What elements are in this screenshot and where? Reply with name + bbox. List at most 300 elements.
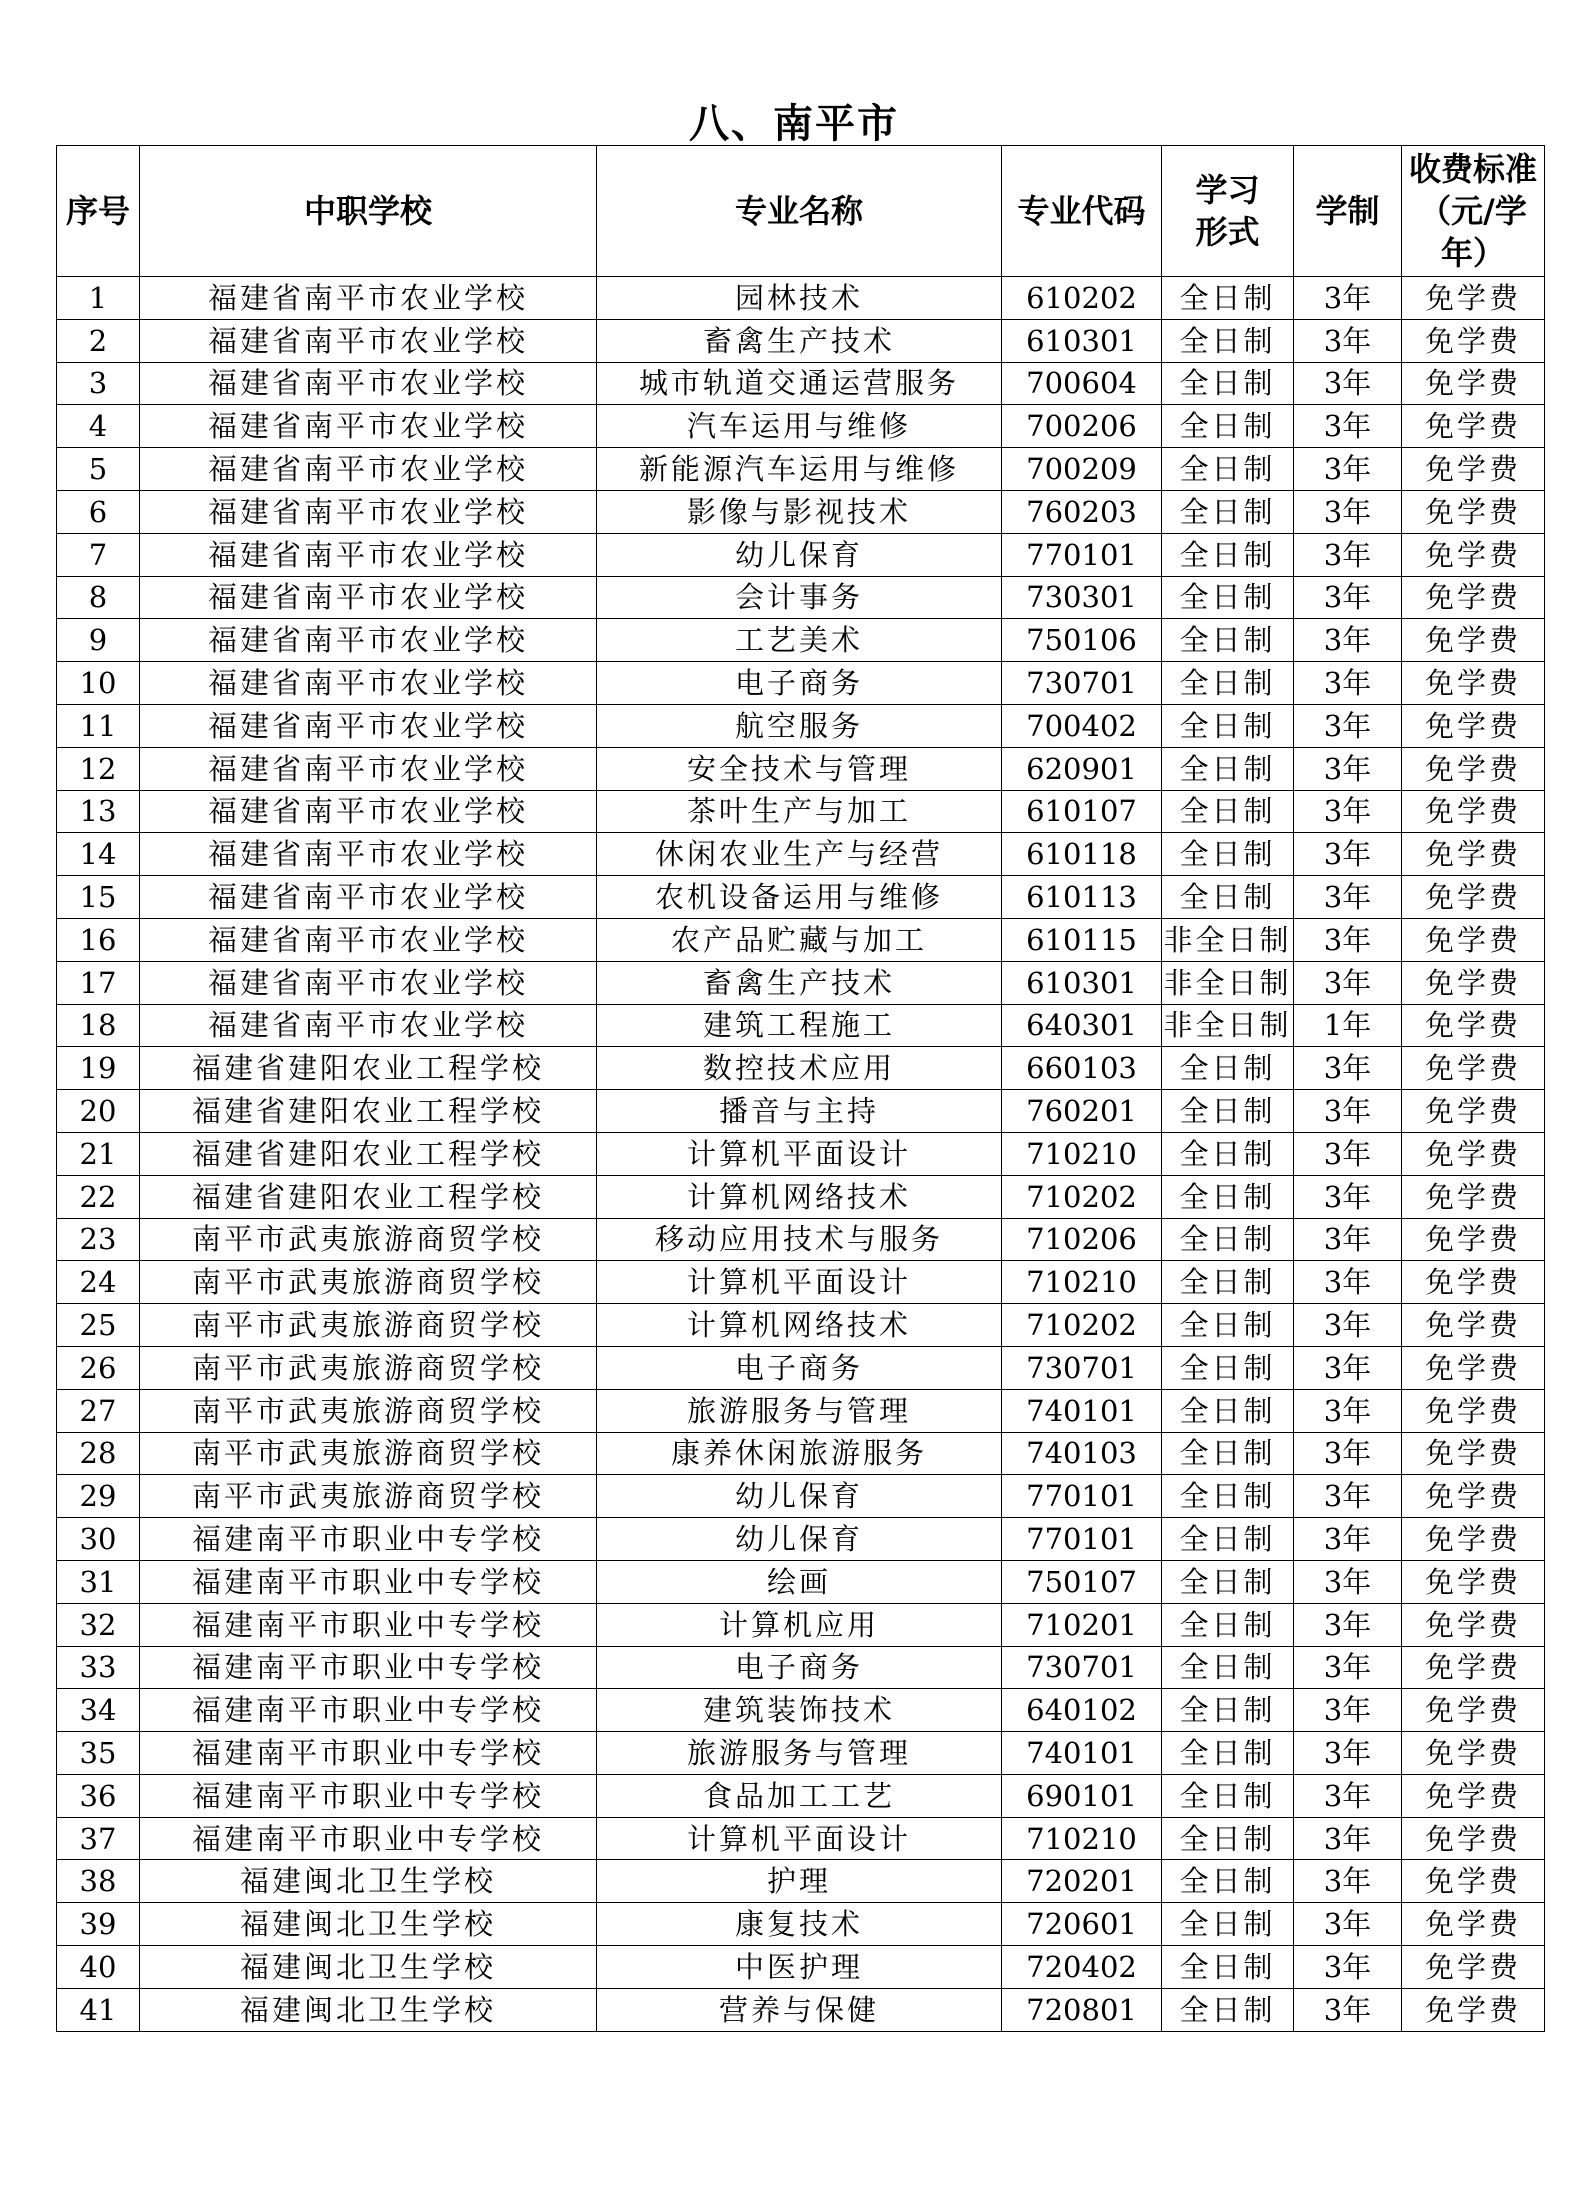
cell-fee: 免学费: [1402, 277, 1545, 320]
table-row: [57, 1646, 1545, 1689]
cell-seq: 7: [57, 533, 140, 576]
cell-seq: 19: [57, 1047, 140, 1090]
cell-fee: 免学费: [1402, 790, 1545, 833]
cell-school: 福建省南平市农业学校: [140, 490, 597, 533]
cell-major: 茶叶生产与加工: [597, 790, 1002, 833]
cell-school: 福建南平市职业中专学校: [140, 1560, 597, 1603]
cell-fee: 免学费: [1402, 1732, 1545, 1775]
cell-form: 全日制: [1162, 1304, 1294, 1347]
cell-fee: 免学费: [1402, 1988, 1545, 2031]
cell-fee: 免学费: [1402, 1518, 1545, 1561]
cell-major: 城市轨道交通运营服务: [597, 362, 1002, 405]
cell-form: 非全日制: [1162, 1004, 1294, 1047]
cell-major: 畜禽生产技术: [597, 319, 1002, 362]
table-row: [57, 405, 1545, 448]
cell-school: 福建省南平市农业学校: [140, 833, 597, 876]
cell-fee: 免学费: [1402, 1646, 1545, 1689]
cell-fee: 免学费: [1402, 1860, 1545, 1903]
cell-fee: 免学费: [1402, 576, 1545, 619]
table-row: [57, 1518, 1545, 1561]
header-duration: 学制: [1294, 146, 1402, 277]
cell-duration: 3年: [1294, 1646, 1402, 1689]
table-row: [57, 1346, 1545, 1389]
cell-duration: 3年: [1294, 876, 1402, 919]
cell-school: 南平市武夷旅游商贸学校: [140, 1389, 597, 1432]
cell-duration: 3年: [1294, 704, 1402, 747]
cell-duration: 3年: [1294, 1689, 1402, 1732]
cell-school: 福建省南平市农业学校: [140, 918, 597, 961]
cell-fee: 免学费: [1402, 362, 1545, 405]
cell-duration: 3年: [1294, 1860, 1402, 1903]
cell-major: 护理: [597, 1860, 1002, 1903]
cell-code: 700604: [1002, 362, 1162, 405]
table-row: [57, 662, 1545, 705]
cell-seq: 5: [57, 448, 140, 491]
cell-fee: 免学费: [1402, 1475, 1545, 1518]
cell-major: 幼儿保育: [597, 533, 1002, 576]
cell-form: 全日制: [1162, 1346, 1294, 1389]
cell-seq: 37: [57, 1817, 140, 1860]
cell-school: 福建省南平市农业学校: [140, 448, 597, 491]
header-fee: 收费标准（元/学年）: [1402, 146, 1545, 277]
cell-form: 全日制: [1162, 1988, 1294, 2031]
cell-seq: 36: [57, 1774, 140, 1817]
cell-fee: 免学费: [1402, 1004, 1545, 1047]
cell-duration: 3年: [1294, 1389, 1402, 1432]
cell-form: 全日制: [1162, 319, 1294, 362]
cell-code: 770101: [1002, 533, 1162, 576]
cell-major: 中医护理: [597, 1946, 1002, 1989]
cell-school: 南平市武夷旅游商贸学校: [140, 1432, 597, 1475]
cell-code: 720601: [1002, 1903, 1162, 1946]
cell-seq: 40: [57, 1946, 140, 1989]
cell-fee: 免学费: [1402, 1560, 1545, 1603]
cell-duration: 3年: [1294, 1475, 1402, 1518]
cell-form: 全日制: [1162, 833, 1294, 876]
cell-form: 全日制: [1162, 1090, 1294, 1133]
cell-seq: 34: [57, 1689, 140, 1732]
cell-school: 福建南平市职业中专学校: [140, 1689, 597, 1732]
cell-major: 安全技术与管理: [597, 747, 1002, 790]
table-row: [57, 319, 1545, 362]
cell-code: 710201: [1002, 1603, 1162, 1646]
header-major: 专业名称: [597, 146, 1002, 277]
cell-seq: 31: [57, 1560, 140, 1603]
cell-fee: 免学费: [1402, 1132, 1545, 1175]
cell-seq: 10: [57, 662, 140, 705]
cell-form: 全日制: [1162, 1903, 1294, 1946]
cell-code: 750106: [1002, 619, 1162, 662]
table-row: [57, 1132, 1545, 1175]
table-row: [57, 1603, 1545, 1646]
cell-seq: 41: [57, 1988, 140, 2031]
cell-major: 农机设备运用与维修: [597, 876, 1002, 919]
cell-major: 移动应用技术与服务: [597, 1218, 1002, 1261]
table-body: [57, 277, 1545, 2032]
cell-code: 610202: [1002, 277, 1162, 320]
cell-seq: 29: [57, 1475, 140, 1518]
cell-duration: 3年: [1294, 918, 1402, 961]
cell-code: 740101: [1002, 1732, 1162, 1775]
cell-major: 计算机应用: [597, 1603, 1002, 1646]
header-form: 学习形式: [1162, 146, 1294, 277]
cell-seq: 8: [57, 576, 140, 619]
cell-code: 730701: [1002, 1346, 1162, 1389]
cell-seq: 15: [57, 876, 140, 919]
cell-major: 康复技术: [597, 1903, 1002, 1946]
cell-fee: 免学费: [1402, 961, 1545, 1004]
cell-seq: 21: [57, 1132, 140, 1175]
cell-form: 全日制: [1162, 362, 1294, 405]
cell-form: 全日制: [1162, 576, 1294, 619]
cell-duration: 3年: [1294, 619, 1402, 662]
cell-school: 福建南平市职业中专学校: [140, 1732, 597, 1775]
cell-form: 全日制: [1162, 790, 1294, 833]
cell-major: 幼儿保育: [597, 1475, 1002, 1518]
cell-form: 全日制: [1162, 1475, 1294, 1518]
cell-form: 全日制: [1162, 876, 1294, 919]
header-school: 中职学校: [140, 146, 597, 277]
cell-major: 电子商务: [597, 1646, 1002, 1689]
cell-duration: 3年: [1294, 1518, 1402, 1561]
cell-code: 750107: [1002, 1560, 1162, 1603]
table-row: [57, 1218, 1545, 1261]
cell-duration: 3年: [1294, 319, 1402, 362]
table-row: [57, 362, 1545, 405]
cell-duration: 3年: [1294, 533, 1402, 576]
cell-school: 福建省南平市农业学校: [140, 277, 597, 320]
cell-seq: 9: [57, 619, 140, 662]
cell-duration: 3年: [1294, 1047, 1402, 1090]
cell-fee: 免学费: [1402, 1432, 1545, 1475]
cell-fee: 免学费: [1402, 448, 1545, 491]
cell-major: 建筑装饰技术: [597, 1689, 1002, 1732]
cell-form: 非全日制: [1162, 961, 1294, 1004]
cell-form: 全日制: [1162, 1860, 1294, 1903]
cell-major: 农产品贮藏与加工: [597, 918, 1002, 961]
cell-school: 南平市武夷旅游商贸学校: [140, 1346, 597, 1389]
cell-code: 610301: [1002, 319, 1162, 362]
cell-form: 全日制: [1162, 277, 1294, 320]
cell-form: 全日制: [1162, 1732, 1294, 1775]
cell-code: 700206: [1002, 405, 1162, 448]
cell-code: 720801: [1002, 1988, 1162, 2031]
cell-form: 全日制: [1162, 1518, 1294, 1561]
cell-seq: 14: [57, 833, 140, 876]
cell-code: 700209: [1002, 448, 1162, 491]
cell-duration: 1年: [1294, 1004, 1402, 1047]
cell-duration: 3年: [1294, 277, 1402, 320]
cell-fee: 免学费: [1402, 1946, 1545, 1989]
cell-form: 全日制: [1162, 1432, 1294, 1475]
cell-school: 福建省南平市农业学校: [140, 405, 597, 448]
cell-form: 全日制: [1162, 1603, 1294, 1646]
cell-form: 全日制: [1162, 1646, 1294, 1689]
cell-school: 福建省南平市农业学校: [140, 619, 597, 662]
cell-major: 旅游服务与管理: [597, 1389, 1002, 1432]
cell-fee: 免学费: [1402, 1261, 1545, 1304]
cell-seq: 11: [57, 704, 140, 747]
cell-fee: 免学费: [1402, 1689, 1545, 1732]
cell-duration: 3年: [1294, 1090, 1402, 1133]
cell-major: 电子商务: [597, 1346, 1002, 1389]
cell-major: 计算机网络技术: [597, 1175, 1002, 1218]
cell-duration: 3年: [1294, 448, 1402, 491]
cell-major: 新能源汽车运用与维修: [597, 448, 1002, 491]
table-row: [57, 876, 1545, 919]
cell-code: 610301: [1002, 961, 1162, 1004]
cell-major: 电子商务: [597, 662, 1002, 705]
cell-code: 720402: [1002, 1946, 1162, 1989]
page-title: 八、南平市: [689, 101, 899, 147]
cell-school: 福建省南平市农业学校: [140, 876, 597, 919]
cell-form: 全日制: [1162, 662, 1294, 705]
cell-major: 汽车运用与维修: [597, 405, 1002, 448]
cell-school: 福建南平市职业中专学校: [140, 1646, 597, 1689]
cell-code: 730701: [1002, 1646, 1162, 1689]
cell-seq: 30: [57, 1518, 140, 1561]
cell-seq: 28: [57, 1432, 140, 1475]
table-row: [57, 1475, 1545, 1518]
cell-fee: 免学费: [1402, 876, 1545, 919]
cell-code: 710206: [1002, 1218, 1162, 1261]
cell-major: 计算机平面设计: [597, 1132, 1002, 1175]
cell-code: 610113: [1002, 876, 1162, 919]
cell-fee: 免学费: [1402, 1175, 1545, 1218]
cell-major: 航空服务: [597, 704, 1002, 747]
table-row: [57, 1903, 1545, 1946]
table-row: [57, 833, 1545, 876]
cell-major: 康养休闲旅游服务: [597, 1432, 1002, 1475]
cell-school: 福建省南平市农业学校: [140, 576, 597, 619]
fee-table: [56, 145, 1545, 2032]
cell-form: 全日制: [1162, 1946, 1294, 1989]
cell-major: 会计事务: [597, 576, 1002, 619]
cell-duration: 3年: [1294, 1603, 1402, 1646]
cell-fee: 免学费: [1402, 533, 1545, 576]
cell-fee: 免学费: [1402, 918, 1545, 961]
cell-code: 710210: [1002, 1261, 1162, 1304]
table-row: [57, 1432, 1545, 1475]
cell-seq: 26: [57, 1346, 140, 1389]
cell-duration: 3年: [1294, 405, 1402, 448]
cell-code: 710210: [1002, 1817, 1162, 1860]
cell-duration: 3年: [1294, 1346, 1402, 1389]
cell-fee: 免学费: [1402, 1817, 1545, 1860]
cell-fee: 免学费: [1402, 1903, 1545, 1946]
cell-seq: 38: [57, 1860, 140, 1903]
cell-duration: 3年: [1294, 1560, 1402, 1603]
cell-seq: 32: [57, 1603, 140, 1646]
cell-fee: 免学费: [1402, 319, 1545, 362]
cell-form: 全日制: [1162, 619, 1294, 662]
cell-duration: 3年: [1294, 1732, 1402, 1775]
table-row: [57, 1732, 1545, 1775]
cell-code: 730301: [1002, 576, 1162, 619]
cell-code: 710210: [1002, 1132, 1162, 1175]
cell-duration: 3年: [1294, 1946, 1402, 1989]
cell-fee: 免学费: [1402, 704, 1545, 747]
table-row: [57, 1261, 1545, 1304]
cell-school: 福建闽北卫生学校: [140, 1946, 597, 1989]
cell-fee: 免学费: [1402, 1304, 1545, 1347]
cell-school: 福建省南平市农业学校: [140, 961, 597, 1004]
cell-duration: 3年: [1294, 490, 1402, 533]
cell-seq: 23: [57, 1218, 140, 1261]
cell-code: 700402: [1002, 704, 1162, 747]
cell-form: 全日制: [1162, 1132, 1294, 1175]
cell-duration: 3年: [1294, 1218, 1402, 1261]
cell-fee: 免学费: [1402, 833, 1545, 876]
cell-code: 690101: [1002, 1774, 1162, 1817]
table-row: [57, 1988, 1545, 2031]
cell-major: 园林技术: [597, 277, 1002, 320]
cell-code: 740103: [1002, 1432, 1162, 1475]
cell-seq: 39: [57, 1903, 140, 1946]
cell-code: 720201: [1002, 1860, 1162, 1903]
cell-fee: 免学费: [1402, 1346, 1545, 1389]
table-row: [57, 533, 1545, 576]
cell-school: 福建省南平市农业学校: [140, 362, 597, 405]
cell-major: 建筑工程施工: [597, 1004, 1002, 1047]
cell-form: 全日制: [1162, 533, 1294, 576]
cell-seq: 18: [57, 1004, 140, 1047]
table-row: [57, 1774, 1545, 1817]
cell-school: 福建省南平市农业学校: [140, 533, 597, 576]
cell-major: 播音与主持: [597, 1090, 1002, 1133]
cell-school: 福建南平市职业中专学校: [140, 1603, 597, 1646]
cell-code: 760203: [1002, 490, 1162, 533]
cell-duration: 3年: [1294, 833, 1402, 876]
cell-form: 全日制: [1162, 704, 1294, 747]
table-row: [57, 1389, 1545, 1432]
cell-code: 620901: [1002, 747, 1162, 790]
cell-duration: 3年: [1294, 576, 1402, 619]
table-row: [57, 1175, 1545, 1218]
cell-major: 旅游服务与管理: [597, 1732, 1002, 1775]
cell-school: 福建省建阳农业工程学校: [140, 1132, 597, 1175]
cell-seq: 4: [57, 405, 140, 448]
table-row: [57, 1090, 1545, 1133]
cell-form: 全日制: [1162, 1817, 1294, 1860]
cell-seq: 20: [57, 1090, 140, 1133]
cell-major: 数控技术应用: [597, 1047, 1002, 1090]
cell-seq: 25: [57, 1304, 140, 1347]
table-row: [57, 1047, 1545, 1090]
cell-school: 南平市武夷旅游商贸学校: [140, 1475, 597, 1518]
cell-code: 710202: [1002, 1175, 1162, 1218]
cell-school: 福建闽北卫生学校: [140, 1903, 597, 1946]
cell-fee: 免学费: [1402, 490, 1545, 533]
cell-seq: 3: [57, 362, 140, 405]
cell-code: 610107: [1002, 790, 1162, 833]
cell-fee: 免学费: [1402, 619, 1545, 662]
cell-code: 710202: [1002, 1304, 1162, 1347]
cell-school: 福建闽北卫生学校: [140, 1860, 597, 1903]
cell-school: 南平市武夷旅游商贸学校: [140, 1218, 597, 1261]
cell-seq: 24: [57, 1261, 140, 1304]
cell-form: 全日制: [1162, 1175, 1294, 1218]
cell-school: 福建南平市职业中专学校: [140, 1817, 597, 1860]
table-row: [57, 704, 1545, 747]
cell-major: 计算机平面设计: [597, 1817, 1002, 1860]
table-row: [57, 1689, 1545, 1732]
cell-fee: 免学费: [1402, 1774, 1545, 1817]
cell-seq: 17: [57, 961, 140, 1004]
cell-school: 福建省建阳农业工程学校: [140, 1090, 597, 1133]
cell-duration: 3年: [1294, 747, 1402, 790]
table-row: [57, 961, 1545, 1004]
cell-school: 福建省南平市农业学校: [140, 1004, 597, 1047]
cell-duration: 3年: [1294, 362, 1402, 405]
cell-major: 计算机网络技术: [597, 1304, 1002, 1347]
cell-fee: 免学费: [1402, 1389, 1545, 1432]
cell-seq: 16: [57, 918, 140, 961]
cell-form: 全日制: [1162, 1047, 1294, 1090]
cell-seq: 12: [57, 747, 140, 790]
cell-code: 770101: [1002, 1518, 1162, 1561]
header-code: 专业代码: [1002, 146, 1162, 277]
cell-form: 全日制: [1162, 1774, 1294, 1817]
cell-seq: 13: [57, 790, 140, 833]
cell-school: 南平市武夷旅游商贸学校: [140, 1261, 597, 1304]
cell-form: 全日制: [1162, 490, 1294, 533]
cell-code: 760201: [1002, 1090, 1162, 1133]
table-row: [57, 576, 1545, 619]
cell-code: 640102: [1002, 1689, 1162, 1732]
cell-fee: 免学费: [1402, 747, 1545, 790]
cell-major: 营养与保健: [597, 1988, 1002, 2031]
table-row: [57, 790, 1545, 833]
cell-fee: 免学费: [1402, 1603, 1545, 1646]
cell-code: 730701: [1002, 662, 1162, 705]
cell-seq: 35: [57, 1732, 140, 1775]
table-row: [57, 490, 1545, 533]
table-row: [57, 619, 1545, 662]
cell-major: 食品加工工艺: [597, 1774, 1002, 1817]
table-row: [57, 1860, 1545, 1903]
cell-school: 福建南平市职业中专学校: [140, 1518, 597, 1561]
cell-school: 福建省建阳农业工程学校: [140, 1175, 597, 1218]
cell-school: 福建闽北卫生学校: [140, 1988, 597, 2031]
cell-code: 740101: [1002, 1389, 1162, 1432]
table-row: [57, 1946, 1545, 1989]
cell-duration: 3年: [1294, 1988, 1402, 2031]
cell-form: 全日制: [1162, 448, 1294, 491]
table-row: [57, 1304, 1545, 1347]
cell-school: 南平市武夷旅游商贸学校: [140, 1304, 597, 1347]
cell-major: 畜禽生产技术: [597, 961, 1002, 1004]
cell-major: 幼儿保育: [597, 1518, 1002, 1561]
table-row: [57, 1004, 1545, 1047]
cell-code: 770101: [1002, 1475, 1162, 1518]
cell-seq: 33: [57, 1646, 140, 1689]
cell-duration: 3年: [1294, 1817, 1402, 1860]
cell-duration: 3年: [1294, 1261, 1402, 1304]
cell-code: 610118: [1002, 833, 1162, 876]
cell-form: 非全日制: [1162, 918, 1294, 961]
cell-duration: 3年: [1294, 1774, 1402, 1817]
cell-duration: 3年: [1294, 1432, 1402, 1475]
cell-form: 全日制: [1162, 1218, 1294, 1261]
cell-form: 全日制: [1162, 747, 1294, 790]
cell-school: 福建省南平市农业学校: [140, 662, 597, 705]
cell-fee: 免学费: [1402, 405, 1545, 448]
cell-seq: 22: [57, 1175, 140, 1218]
table-row: [57, 277, 1545, 320]
header-seq: 序号: [57, 146, 140, 277]
cell-major: 休闲农业生产与经营: [597, 833, 1002, 876]
